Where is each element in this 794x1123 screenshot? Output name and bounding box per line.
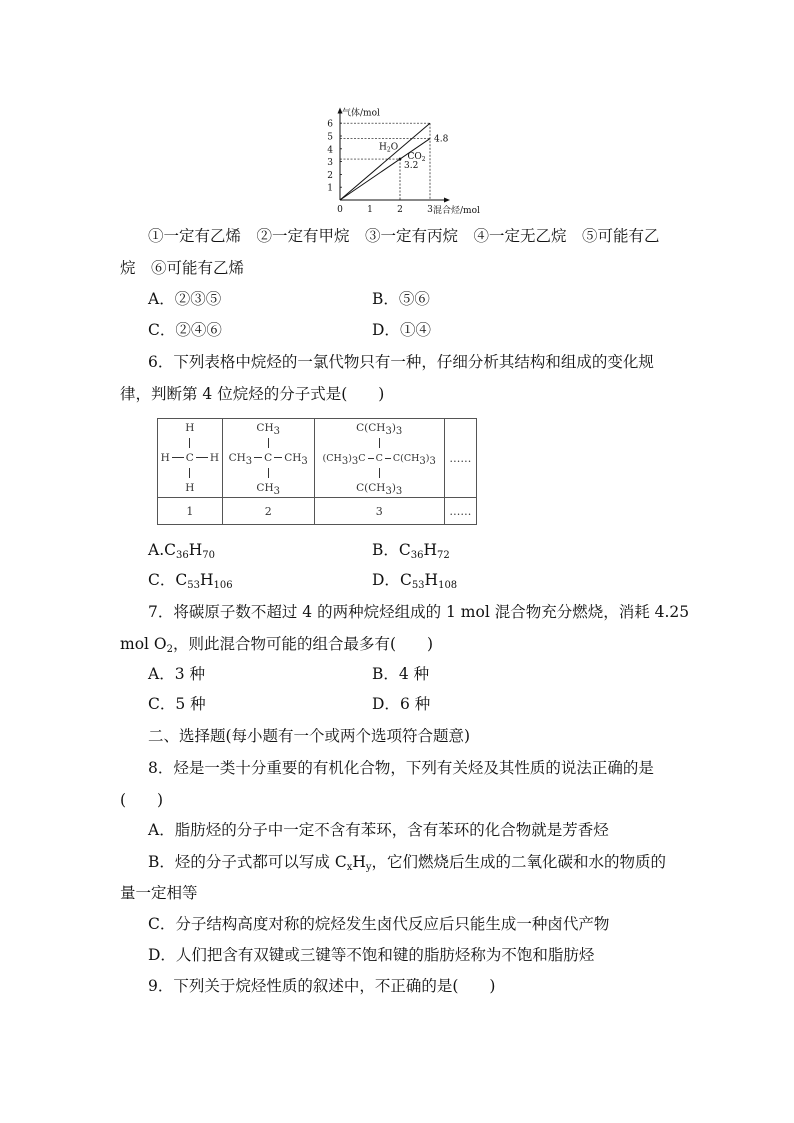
y-tick-label: 4	[327, 145, 333, 156]
co2-label: $CO_2$	[407, 152, 426, 164]
q5-option-c: C．②④⑥	[148, 321, 222, 339]
q6-stem-line2: 律，判断第 4 位烷烃的分子式是( )	[120, 385, 385, 403]
y-tick-label: 3	[327, 158, 333, 169]
q8-stem-line2: ( )	[120, 791, 164, 809]
y-tick-label: 2	[327, 170, 333, 181]
alkane-structure-table	[157, 418, 477, 525]
y-tick-label: 6	[327, 119, 333, 130]
q7-option-b: B．4 种	[372, 665, 430, 683]
x-tick-label: 3	[427, 205, 433, 215]
q5-option-a: A．②③⑤	[148, 290, 222, 308]
h2o-label: $H_2O$	[379, 142, 399, 154]
y-tick-label: 5	[327, 132, 333, 143]
y-tick-label: 1	[327, 183, 333, 194]
q8-option-b-line2: 量一定相等	[120, 884, 198, 902]
q7-option-c: C．5 种	[148, 695, 206, 713]
q7-stem-line1: 7．将碳原子数不超过 4 的两种烷烃组成的 1 mol 混合物充分燃烧，消耗 4.25	[148, 603, 690, 621]
point-2-3.2	[399, 158, 402, 161]
table-number-3: 3	[314, 498, 444, 525]
structure-1: H H C H H	[158, 419, 223, 498]
x-axis-title: 混合烃/mol	[433, 206, 480, 216]
structure-ellipsis: ……	[444, 419, 476, 498]
q8-stem-line1: 8．烃是一类十分重要的有机化合物，下列有关烃及其性质的说法正确的是	[148, 759, 654, 777]
x-tick-label: 1	[367, 205, 373, 215]
q5-statements-line2: 烷 ⑥可能有乙烯	[120, 259, 245, 277]
annotation-3.2: 3.2	[404, 161, 419, 172]
q6-option-b: B．$C_{36}H_{72}$	[372, 541, 450, 561]
q7-option-a: A．3 种	[148, 665, 205, 683]
q7-option-d: D．6 种	[372, 695, 431, 713]
q6-stem-line1: 6．下列表格中烷烃的一氯代物只有一种，仔细分析其结构和组成的变化规	[148, 353, 654, 371]
q8-option-b: B．烃的分子式都可以写成 $C_xH_y$，它们燃烧后生成的二氧化碳和水的物质的	[148, 853, 667, 873]
structure-3: $C(CH_3)_3$ $(CH_3)_3C$ C $C(CH_3)_3$ $C(CH_3)_3$	[314, 419, 444, 498]
q8-option-d: D．人们把含有双键或三键等不饱和键的脂肪烃称为不饱和脂肪烃	[148, 946, 595, 964]
table-number-1: 1	[158, 498, 223, 525]
q6-option-c: C．$C_{53}H_{106}$	[148, 571, 233, 591]
x-tick-label: 2	[397, 205, 403, 215]
table-number-ellipsis: ……	[444, 498, 476, 525]
y-axis-title: 气体/mol	[342, 108, 380, 119]
x-tick-label: 0	[337, 205, 343, 215]
q5-option-d: D．①④	[372, 321, 431, 339]
q5-statements-line1: ①一定有乙烯 ②一定有甲烷 ③一定有丙烷 ④一定无乙烷 ⑤可能有乙	[148, 227, 660, 245]
q9-stem: 9．下列关于烷烃性质的叙述中，不正确的是( )	[148, 977, 496, 995]
table-number-2: 2	[222, 498, 314, 525]
q7-stem-line2: mol $O_2$，则此混合物可能的组合最多有( )	[120, 635, 434, 655]
q5-option-b: B．⑤⑥	[372, 290, 430, 308]
annotation-4.8: 4.8	[434, 134, 449, 145]
q8-option-c: C．分子结构高度对称的烷烃发生卤代反应后只能生成一种卤代产物	[148, 915, 610, 933]
section-2-heading: 二、选择题(每小题有一个或两个选项符合题意)	[148, 727, 471, 745]
q6-option-a: $A.C_{36}H_{70}$	[148, 541, 215, 561]
x-axis-arrow	[444, 198, 450, 203]
structure-2: $CH_3$ $CH_3$ C $CH_3$ $CH_3$	[222, 419, 314, 498]
q8-option-a: A．脂肪烃的分子中一定不含有苯环，含有苯环的化合物就是芳香烃	[148, 821, 609, 839]
q6-option-d: D．$C_{53}H_{108}$	[372, 571, 458, 591]
gas-vs-hydrocarbon-chart	[320, 98, 500, 218]
